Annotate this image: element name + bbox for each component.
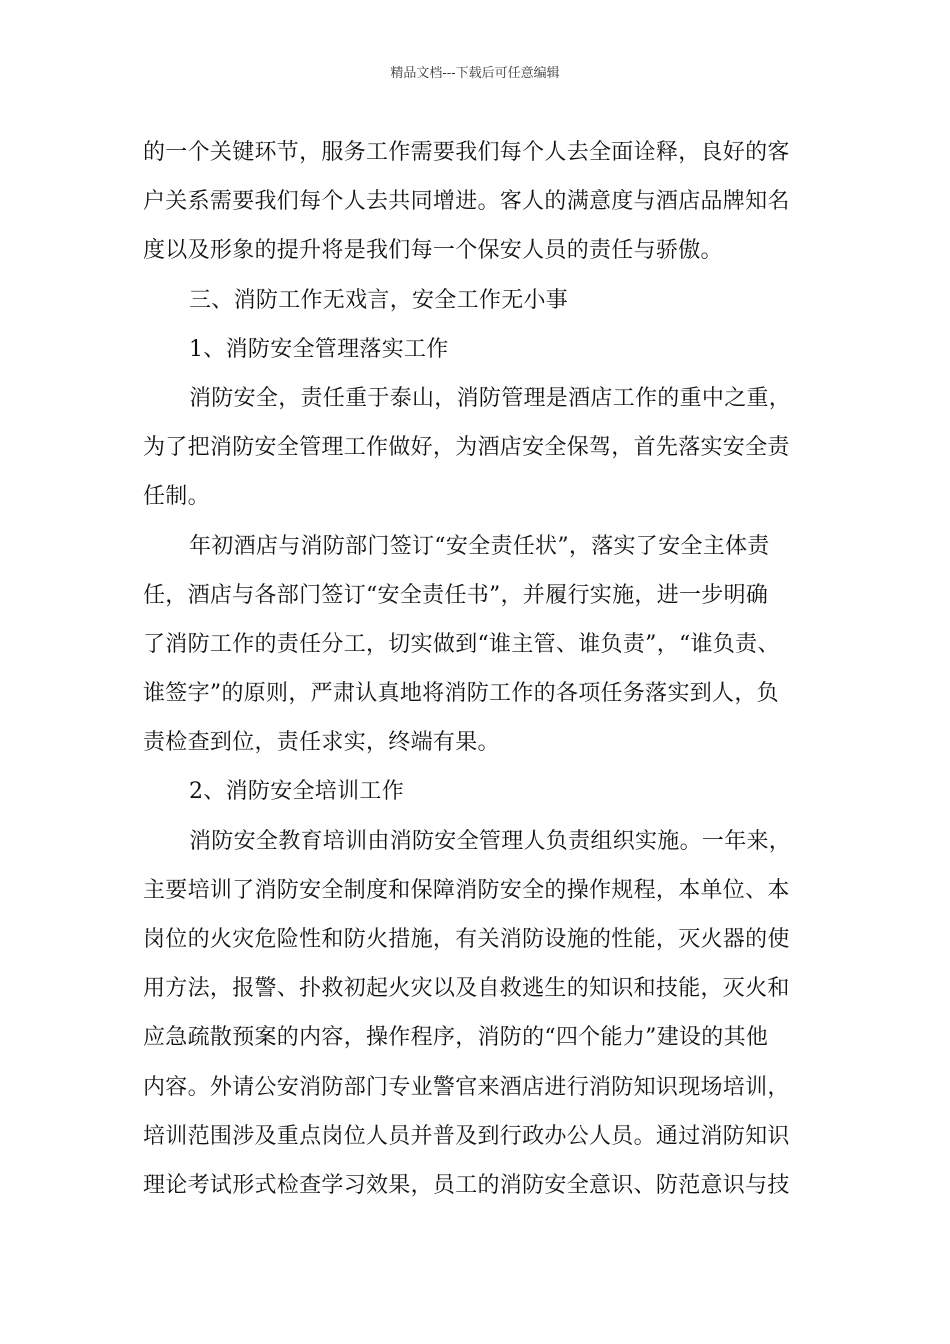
- text-line: 的一个关键环节，服务工作需要我们每个人去全面诠释，良好的客: [143, 140, 790, 165]
- text-line: 理论考试形式检查学习效果，员工的消防安全意识、防范意识与技: [143, 1172, 790, 1198]
- page-header: 精品文档---下载后可任意编辑: [390, 66, 560, 81]
- text-line: 户关系需要我们每个人去共同增进。客人的满意度与酒店品牌知名: [143, 189, 790, 215]
- text-line: 岗位的火灾危险性和防火措施，有关消防设施的性能，灭火器的使: [143, 927, 790, 952]
- text-line: 为了把消防安全管理工作做好，为酒店安全保驾，首先落实安全责: [143, 435, 790, 461]
- text-line: 了消防工作的责任分工，切实做到“谁主管、谁负责”，“谁负责、: [143, 631, 780, 657]
- text-line: 培训范围涉及重点岗位人员并普及到行政办公人员。通过消防知识: [143, 1123, 790, 1149]
- text-line: 主要培训了消防安全制度和保障消防安全的操作规程，本单位、本: [143, 877, 790, 903]
- paragraph-start-line: 年初酒店与消防部门签订“安全责任状”，落实了安全主体责: [189, 533, 770, 559]
- text-line: 任制。: [143, 484, 210, 510]
- section-heading: 三、消防工作无戏言，安全工作无小事: [189, 287, 569, 313]
- text-line: 谁签字”的原则，严肃认真地将消防工作的各项任务落实到人，负: [143, 681, 779, 707]
- text-line: 任，酒店与各部门签订“安全责任书”，并履行实施，进一步明确: [143, 582, 769, 608]
- document-body: [143, 128, 823, 1210]
- text-line: 内容。外请公安消防部门专业警官来酒店进行消防知识现场培训，: [143, 1074, 790, 1100]
- subsection-heading: 1、消防安全管理落实工作: [189, 336, 449, 362]
- text-line: 度以及形象的提升将是我们每一个保安人员的责任与骄傲。: [143, 238, 723, 264]
- text-line: 责检查到位，责任求实，终端有果。: [143, 730, 500, 756]
- text-line: 用方法，报警、扑救初起火灾以及自救逃生的知识和技能，灭火和: [143, 976, 790, 1002]
- paragraph-start-line: 消防安全，责任重于泰山，消防管理是酒店工作的重中之重，: [189, 385, 792, 411]
- text-line: 应急疏散预案的内容，操作程序，消防的“四个能力”建设的其他: [143, 1025, 769, 1051]
- subsection-heading: 2、消防安全培训工作: [189, 779, 404, 805]
- paragraph-start-line: 消防安全教育培训由消防安全管理人负责组织实施。一年来，: [189, 828, 792, 854]
